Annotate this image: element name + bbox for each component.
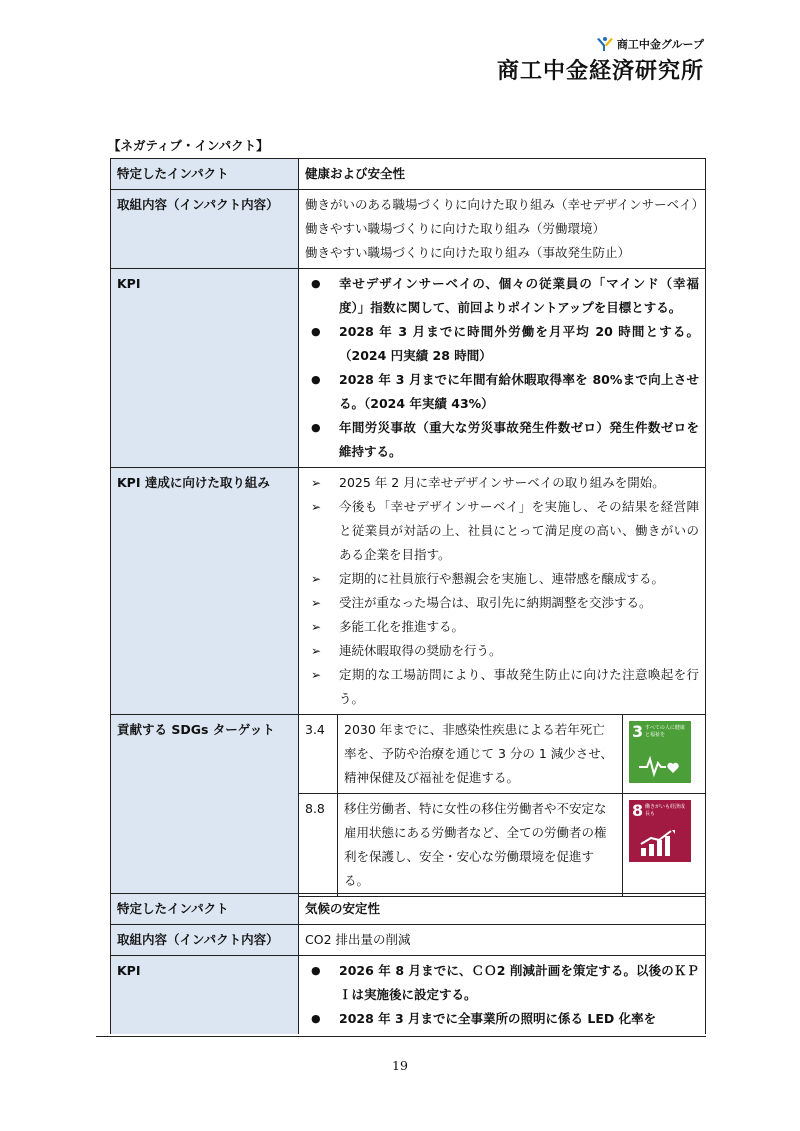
kpi-label: KPI: [111, 269, 299, 468]
footer-divider: [96, 1036, 706, 1037]
kpi-item: ● 年間労災事故（重大な労災事故発生件数ゼロ）発生件数ゼロを維持する。: [305, 416, 699, 464]
kpi-list: [305, 959, 699, 1031]
logo-mark-icon: [597, 36, 613, 52]
kpi-label: KPI: [111, 956, 299, 1035]
sdg-row: [299, 715, 705, 794]
impact-table-climate: [110, 893, 706, 1034]
table-row: [111, 269, 706, 468]
table-row: [111, 956, 706, 1035]
impact-label: 特定したインパクト: [111, 894, 299, 925]
sdg-target-code: 3.4: [299, 715, 338, 794]
table-row: [111, 925, 706, 956]
content-line: 働きがいのある職場づくりに向けた取り組み（幸せデザインサーベイ）: [305, 197, 705, 212]
heartbeat-icon: [639, 755, 681, 777]
actions-cell: [299, 468, 706, 715]
kpi-cell: [299, 956, 706, 1035]
action-item: ➢ 定期的な工場訪問により、事故発生防止に向けた注意喚起を行う。: [305, 663, 699, 711]
table-row: [111, 894, 706, 925]
section-heading: 【ネガティブ・インパクト】: [108, 138, 269, 153]
kpi-item: ● 2026 年 8 月までに、ＣＯ2 削減計画を策定する。以後のＫＰＩは実施後に設定する。: [305, 959, 699, 1007]
sdg-target-text: 移住労働者、特に女性の移住労働者や不安定な雇用状態にある労働者など、全ての労働者の権利を保護し、安全・安心な労働環境を促進する。: [338, 794, 623, 897]
impact-label: 特定したインパクト: [111, 159, 299, 190]
action-item: ➢ 今後も「幸せデザインサーベイ」を実施し、その結果を経営陣と従業員が対話の上、社員にとって満足度の高い、働きがいのある企業を目指す。: [305, 495, 699, 567]
sdgs-label: 貢献する SDGs ターゲット: [111, 715, 299, 897]
action-item: ➢ 受注が重なった場合は、取引先に納期調整を交渉する。: [305, 591, 699, 615]
impact-value: 気候の安定性: [299, 894, 706, 925]
kpi-cell: [299, 269, 706, 468]
action-item: ➢ 定期的に社員旅行や懇親会を実施し、連帯感を醸成する。: [305, 567, 699, 591]
table-row: [111, 468, 706, 715]
content-line: 働きやすい職場づくりに向けた取り組み（事故発生防止）: [305, 245, 631, 260]
content-label: 取組内容（インパクト内容）: [111, 190, 299, 269]
impact-table-health: [110, 158, 706, 897]
content-label: 取組内容（インパクト内容）: [111, 925, 299, 956]
table-row: [111, 715, 706, 897]
content-cell: [299, 190, 706, 269]
impact-value: 健康および安全性: [299, 159, 706, 190]
content-line: 働きやすい職場づくりに向けた取り組み（労働環境）: [305, 221, 606, 236]
sdgs-cell: [299, 715, 706, 897]
actions-list: [305, 471, 699, 711]
content-value: CO2 排出量の削減: [299, 925, 706, 956]
company-logo: [497, 36, 704, 85]
kpi-item: ● 2028 年 3 月までに時間外労働を月平均 20 時間とする。（2024 円実績 28 時間）: [305, 320, 699, 368]
sdg-target-text: 2030 年までに、非感染性疾患による若年死亡率を、予防や治療を通じて 3 分の 1 減少させ、精神保健及び福祉を促進する。: [338, 715, 623, 794]
growth-chart-icon: [639, 830, 681, 856]
actions-label: KPI 達成に向けた取り組み: [111, 468, 299, 715]
table-row: [111, 190, 706, 269]
page-number: 19: [392, 1058, 408, 1073]
action-item: ➢ 多能工化を推進する。: [305, 615, 699, 639]
kpi-item: ● 2028 年 3 月までに全事業所の照明に係る LED 化率を: [305, 1007, 699, 1031]
sdgs-table: [299, 715, 705, 896]
kpi-item: ● 2028 年 3 月までに年間有給休暇取得率を 80%まで向上させる。（2024 年実績 43%）: [305, 368, 699, 416]
sdg-3-icon: 3 すべての人に健康と福祉を: [629, 721, 691, 783]
action-item: ➢ 2025 年 2 月に幸せデザインサーベイの取り組みを開始。: [305, 471, 699, 495]
group-name: 商工中金グループ: [616, 38, 704, 51]
sdg-8-icon: 8 働きがいも経済成長も: [629, 800, 691, 862]
logo-group: [497, 36, 704, 52]
kpi-item: ● 幸せデザインサーベイの、個々の従業員の「マインド（幸福度）」指数に関して、前回よりポイントアップを目標とする。: [305, 272, 699, 320]
action-item: ➢ 連続休暇取得の奨励を行う。: [305, 639, 699, 663]
table-row: [111, 159, 706, 190]
sdg-target-code: 8.8: [299, 794, 338, 897]
institute-name: 商工中金経済研究所: [496, 59, 704, 84]
kpi-list: [305, 272, 699, 464]
sdg-row: [299, 794, 705, 897]
